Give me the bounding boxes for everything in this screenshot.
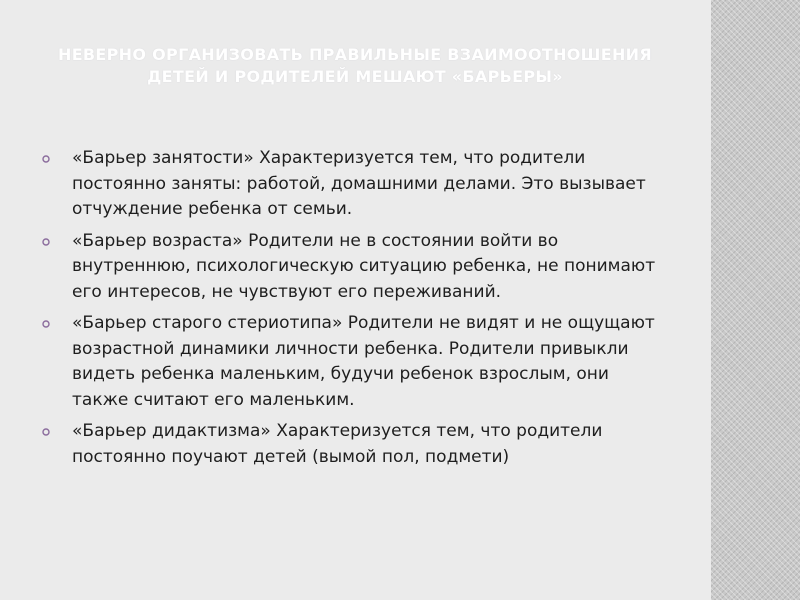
bullet-list: [42, 146, 662, 476]
list-item-text: «Барьер дидактизма» Характеризуется тем, что родители постоянно поучают детей (вымой пол, подмети): [72, 421, 603, 467]
list-item-text: «Барьер старого стериотипа» Родители не видят и не ощущают возрастной динамики личности ребенка. Родители привыкли видеть ребенка маленьким, будучи ребенок взрослым, они также считают его маленьким.: [72, 313, 655, 410]
circle-bullet-icon: [42, 155, 50, 163]
decorative-side-band: [711, 0, 800, 600]
circle-bullet-icon: [42, 238, 50, 246]
slide-title: НЕВЕРНО ОРГАНИЗОВАТЬ ПРАВИЛЬНЫЕ ВЗАИМООТНОШЕНИЯ ДЕТЕЙ И РОДИТЕЛЕЙ МЕШАЮТ «БАРЬЕРЫ»: [58, 45, 652, 86]
list-item: [42, 146, 662, 223]
list-item: [42, 311, 662, 413]
circle-bullet-icon: [42, 428, 50, 436]
list-item-text: «Барьер возраста» Родители не в состоянии войти во внутреннюю, психологическую ситуацию ребенка, не понимают его интересов, не чувствуют его переживаний.: [72, 230, 656, 302]
list-item: [42, 229, 662, 306]
list-item-text: «Барьер занятости» Характеризуется тем, что родители постоянно заняты: работой, домашними делами. Это вызывает отчуждение ребенка от семьи.: [72, 148, 646, 219]
circle-bullet-icon: [42, 320, 50, 328]
list-item: [42, 419, 662, 470]
